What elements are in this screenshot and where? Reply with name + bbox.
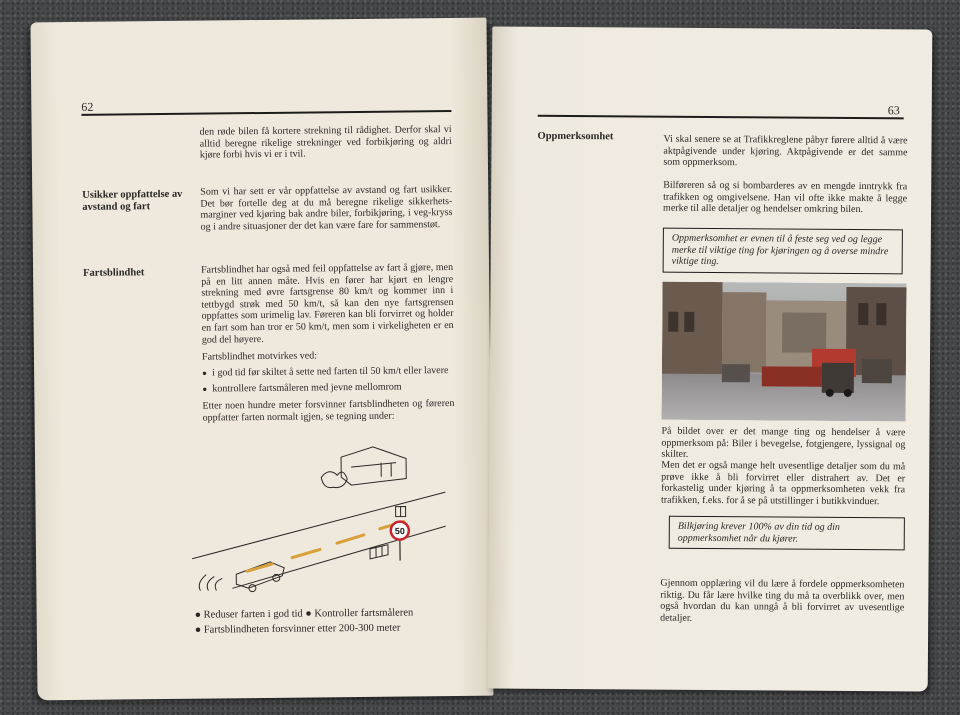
header-rule-right xyxy=(538,115,904,120)
list-intro: Fartsblindhet motvirkes ved: xyxy=(201,350,318,363)
definition-box: Oppmerksomhet er evnen til å feste seg ved og legge merke til viktige ting for kjøringen og å overse mindre viktige ting. xyxy=(663,228,903,274)
bullet-list xyxy=(202,365,454,396)
street-photo xyxy=(662,282,907,422)
header-rule-left xyxy=(81,110,451,116)
caption-line-1: ● Reduser farten i god tid ● Kontroller fartsmåleren xyxy=(194,607,414,621)
caption-line-2: ● Fartsblindheten forsvinner etter 200-300 meter xyxy=(194,622,401,636)
paragraph-1: Vi skal senere se at Trafikkreglene påbyr førere alltid å være aktpågivende under kjøring. Aktpågivende er det samme som oppmerksom. xyxy=(663,133,908,169)
list-item: ● i god tid før skiltet å sette ned farten til 50 km/t eller lavere xyxy=(202,365,454,379)
photo-caption-paragraph: På bildet over er det mange ting og hendelser å være oppmerksom på: Biler i bevegelse, fotgjengere, lyssignal og skilter. xyxy=(661,425,906,461)
road-illustration xyxy=(191,436,447,599)
fence xyxy=(370,545,388,559)
paragraph-4: Men det er også mange helt uvesentlige detaljer som du må prøve ikke å bli forvirret eller distrahert av. Det er forkastelig under kjøring å ta oppmerksomheten vekk fra trafikken, f.eks. for å se på utstillinger i butikkvinduer. xyxy=(660,459,906,507)
left-page xyxy=(30,18,493,701)
tree-outline xyxy=(321,472,347,488)
page-number-right: 63 xyxy=(887,103,900,118)
section-heading-fartsblindhet: Fartsblindhet xyxy=(83,267,145,279)
emphasis-box: Bilkjøring krever 100% av din tid og din oppmerksomhet når du kjører. xyxy=(669,516,905,551)
right-page xyxy=(488,26,933,691)
paragraph-5: Gjennom opplæring vil du lære å fordele oppmerksomheten riktig. Du får lære hvilke ting du må ta overblikk over, men også hvordan du kan unngå å bli forvirret av uvesentlige detaljer. xyxy=(660,577,905,624)
closing-paragraph: Etter noen hundre meter forsvinner fartsblindheten og føreren oppfatter farten normalt igjen, se tegning under: xyxy=(202,397,455,424)
road-edge-near xyxy=(232,526,447,588)
fartsblindhet-paragraph: Fartsblindhet har også med feil oppfattelse av fart å gjøre, men på en litt annen måte. Hvis en fører har kjørt en lengre strekning med øvre fartsgrense 80 km/t og kommer inn i tettbygd strøk med 50 km/t, så kan den nye fartsgrensen oppfattes som urimelig lav. Føreren kan bli forvirret og holder en fart som han tror er 50 km/t, men som i virkeligheten er en god del høyere. xyxy=(201,261,454,346)
house-outline xyxy=(341,446,406,485)
intro-paragraph: den røde bilen få kortere strekning til rådighet. Derfor skal vi alltid beregne rikelige strekninger ved forbikjøring og aldri kjøre forbi hvis vi er i tvil. xyxy=(199,124,452,161)
list-item: ● kontrollere fartsmåleren med jevne mellomrom xyxy=(202,381,454,395)
paragraph-2: Bilføreren så og si bombarderes av en mengde inntrykk fra trafikken og omgivelsene. Han vil ofte ikke makte å legge merke til alle detaljer og hendelser omkring bilen. xyxy=(663,179,908,216)
section-body-fartsblindhet xyxy=(201,262,455,428)
fence xyxy=(396,507,406,517)
page-number-left: 62 xyxy=(81,99,94,114)
section-text-usikker: Som vi har sett er vår oppfattelse av avstand og fart usikker. Det bør fortelle deg at du må beregne rikelige sikkerhets-marginer ved kjøring bak andre biler, forbikjøring, i veg-kryss og i andre situasjoner der det kan være fare for sammenstøt. xyxy=(200,183,453,233)
motion-lines xyxy=(199,574,222,590)
section-heading-usikker: Usikker oppfattelse av avstand og fart xyxy=(82,188,183,213)
section-heading-oppmerksomhet: Oppmerksomhet xyxy=(537,130,614,143)
speed-sign-value: 50 xyxy=(394,526,405,537)
